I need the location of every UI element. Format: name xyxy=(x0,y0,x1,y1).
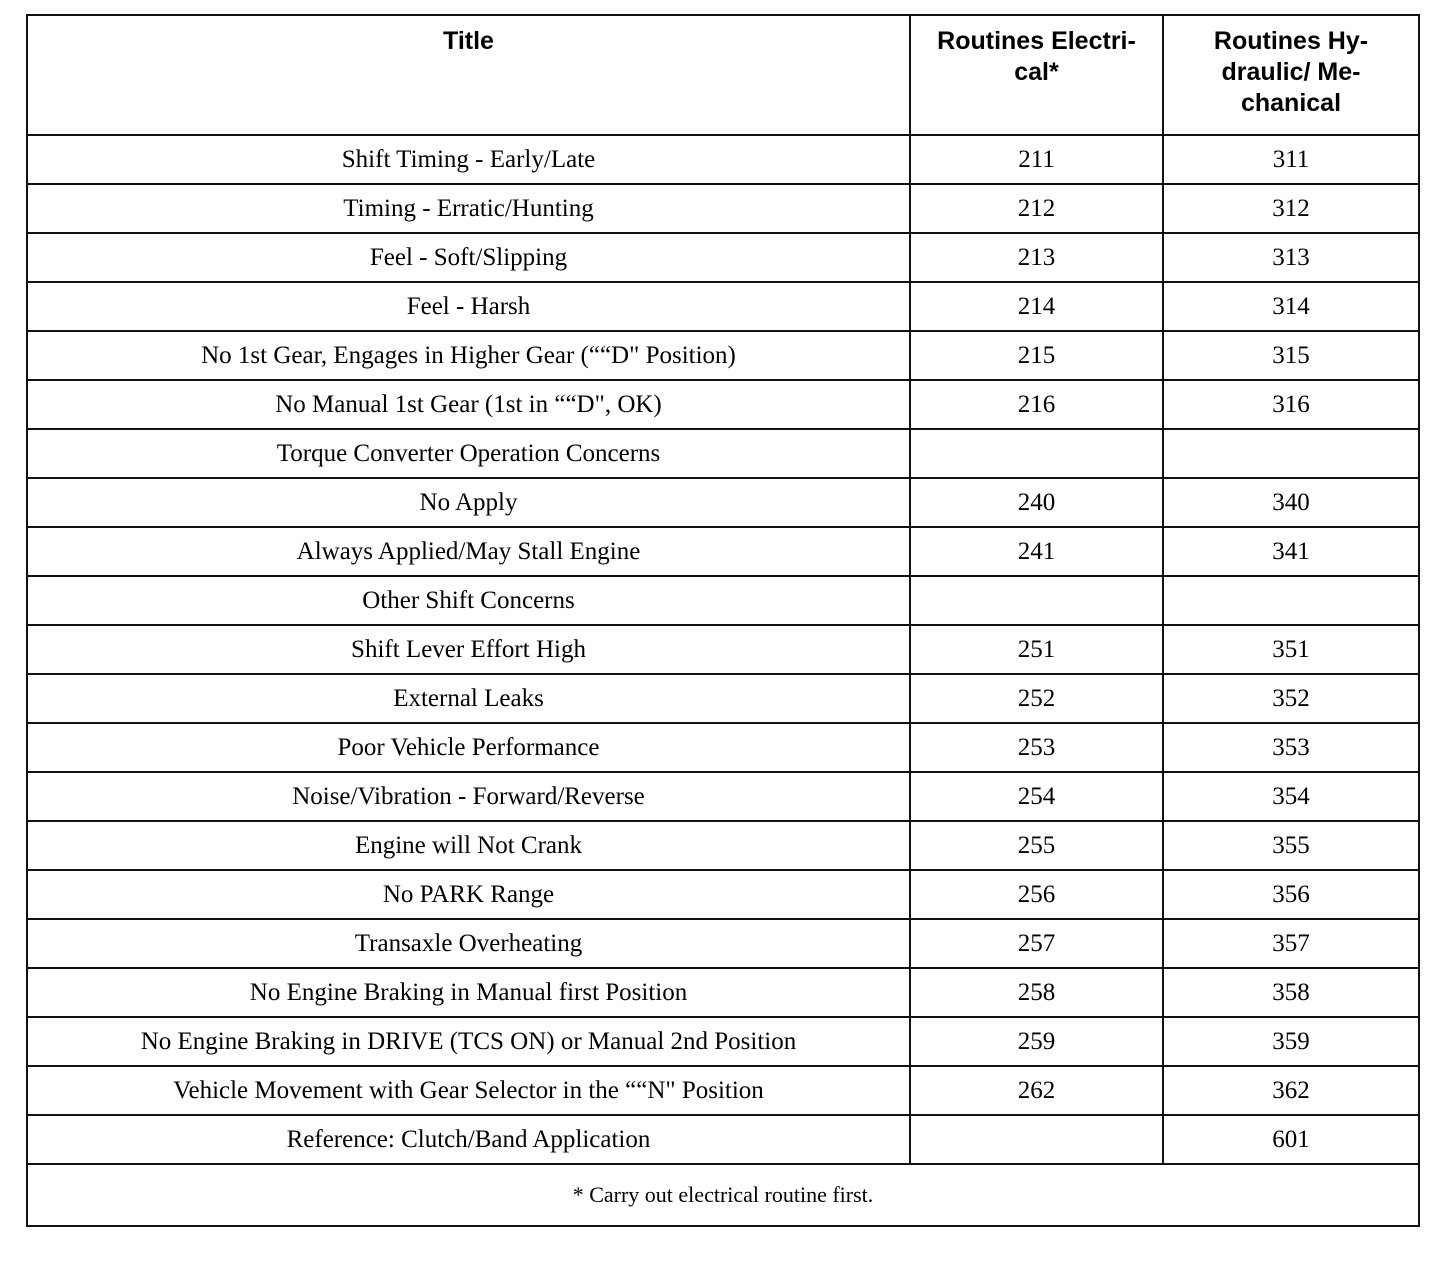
row-electrical-cell: 252 xyxy=(910,674,1163,723)
row-hydraulic-cell: 353 xyxy=(1163,723,1419,772)
row-title-cell: External Leaks xyxy=(27,674,910,723)
section-title-cell: Torque Converter Operation Concerns xyxy=(27,429,910,478)
row-electrical-cell: 215 xyxy=(910,331,1163,380)
row-title-cell: No Engine Braking in Manual first Position xyxy=(27,968,910,1017)
table-row xyxy=(27,1115,1419,1164)
table-row xyxy=(27,380,1419,429)
row-title-cell: No Apply xyxy=(27,478,910,527)
table-row xyxy=(27,478,1419,527)
section-title-cell: Other Shift Concerns xyxy=(27,576,910,625)
row-hydraulic-cell: 601 xyxy=(1163,1115,1419,1164)
table-row xyxy=(27,1066,1419,1115)
header-row xyxy=(27,15,1419,135)
row-title-cell: No Manual 1st Gear (1st in ““D", OK) xyxy=(27,380,910,429)
table-row xyxy=(27,674,1419,723)
table-row xyxy=(27,821,1419,870)
table-row xyxy=(27,233,1419,282)
footnote-row xyxy=(27,1164,1419,1226)
row-electrical-cell: 213 xyxy=(910,233,1163,282)
table-row xyxy=(27,527,1419,576)
row-title-cell: Reference: Clutch/Band Application xyxy=(27,1115,910,1164)
table-row xyxy=(27,968,1419,1017)
row-electrical-cell xyxy=(910,1115,1163,1164)
row-electrical-cell: 259 xyxy=(910,1017,1163,1066)
row-title-cell: Timing - Erratic/Hunting xyxy=(27,184,910,233)
row-hydraulic-cell: 356 xyxy=(1163,870,1419,919)
row-hydraulic-cell: 315 xyxy=(1163,331,1419,380)
column-header-title: Title xyxy=(27,15,910,135)
row-electrical-cell: 212 xyxy=(910,184,1163,233)
row-title-cell: No PARK Range xyxy=(27,870,910,919)
table-row xyxy=(27,919,1419,968)
footnote: * Carry out electrical routine first. xyxy=(27,1164,1419,1226)
row-electrical-cell: 251 xyxy=(910,625,1163,674)
row-electrical-cell: 241 xyxy=(910,527,1163,576)
row-hydraulic-cell: 311 xyxy=(1163,135,1419,184)
row-hydraulic-cell xyxy=(1163,576,1419,625)
column-header-hydraulic: Routines Hy-draulic/ Me-chanical xyxy=(1163,15,1419,135)
row-electrical-cell: 257 xyxy=(910,919,1163,968)
row-electrical-cell: 256 xyxy=(910,870,1163,919)
row-hydraulic-cell: 312 xyxy=(1163,184,1419,233)
row-title-cell: Shift Timing - Early/Late xyxy=(27,135,910,184)
row-hydraulic-cell: 355 xyxy=(1163,821,1419,870)
table-row xyxy=(27,184,1419,233)
column-header-electrical: Routines Electri-cal* xyxy=(910,15,1163,135)
row-electrical-cell: 255 xyxy=(910,821,1163,870)
row-electrical-cell: 211 xyxy=(910,135,1163,184)
table-row xyxy=(27,772,1419,821)
table-section-row xyxy=(27,429,1419,478)
row-electrical-cell: 258 xyxy=(910,968,1163,1017)
row-title-cell: Transaxle Overheating xyxy=(27,919,910,968)
row-hydraulic-cell: 314 xyxy=(1163,282,1419,331)
row-hydraulic-cell: 362 xyxy=(1163,1066,1419,1115)
row-electrical-cell xyxy=(910,576,1163,625)
row-hydraulic-cell: 351 xyxy=(1163,625,1419,674)
table-row xyxy=(27,870,1419,919)
row-electrical-cell: 254 xyxy=(910,772,1163,821)
row-hydraulic-cell: 313 xyxy=(1163,233,1419,282)
row-title-cell: Shift Lever Effort High xyxy=(27,625,910,674)
row-electrical-cell: 262 xyxy=(910,1066,1163,1115)
row-title-cell: Feel - Soft/Slipping xyxy=(27,233,910,282)
table-row xyxy=(27,282,1419,331)
row-electrical-cell xyxy=(910,429,1163,478)
row-title-cell: Poor Vehicle Performance xyxy=(27,723,910,772)
table-row xyxy=(27,331,1419,380)
row-hydraulic-cell: 358 xyxy=(1163,968,1419,1017)
row-hydraulic-cell xyxy=(1163,429,1419,478)
row-title-cell: No 1st Gear, Engages in Higher Gear (““D" Position) xyxy=(27,331,910,380)
row-electrical-cell: 253 xyxy=(910,723,1163,772)
table-row xyxy=(27,625,1419,674)
row-hydraulic-cell: 357 xyxy=(1163,919,1419,968)
row-electrical-cell: 240 xyxy=(910,478,1163,527)
row-hydraulic-cell: 352 xyxy=(1163,674,1419,723)
table-row xyxy=(27,135,1419,184)
row-hydraulic-cell: 316 xyxy=(1163,380,1419,429)
row-hydraulic-cell: 354 xyxy=(1163,772,1419,821)
table-row xyxy=(27,1017,1419,1066)
row-title-cell: Vehicle Movement with Gear Selector in the ““N" Position xyxy=(27,1066,910,1115)
routines-table xyxy=(26,14,1420,1227)
row-hydraulic-cell: 341 xyxy=(1163,527,1419,576)
row-electrical-cell: 216 xyxy=(910,380,1163,429)
row-hydraulic-cell: 340 xyxy=(1163,478,1419,527)
row-title-cell: Always Applied/May Stall Engine xyxy=(27,527,910,576)
table-section-row xyxy=(27,576,1419,625)
row-title-cell: Feel - Harsh xyxy=(27,282,910,331)
row-title-cell: No Engine Braking in DRIVE (TCS ON) or Manual 2nd Position xyxy=(27,1017,910,1066)
row-title-cell: Noise/Vibration - Forward/Reverse xyxy=(27,772,910,821)
row-title-cell: Engine will Not Crank xyxy=(27,821,910,870)
row-electrical-cell: 214 xyxy=(910,282,1163,331)
row-hydraulic-cell: 359 xyxy=(1163,1017,1419,1066)
table-row xyxy=(27,723,1419,772)
